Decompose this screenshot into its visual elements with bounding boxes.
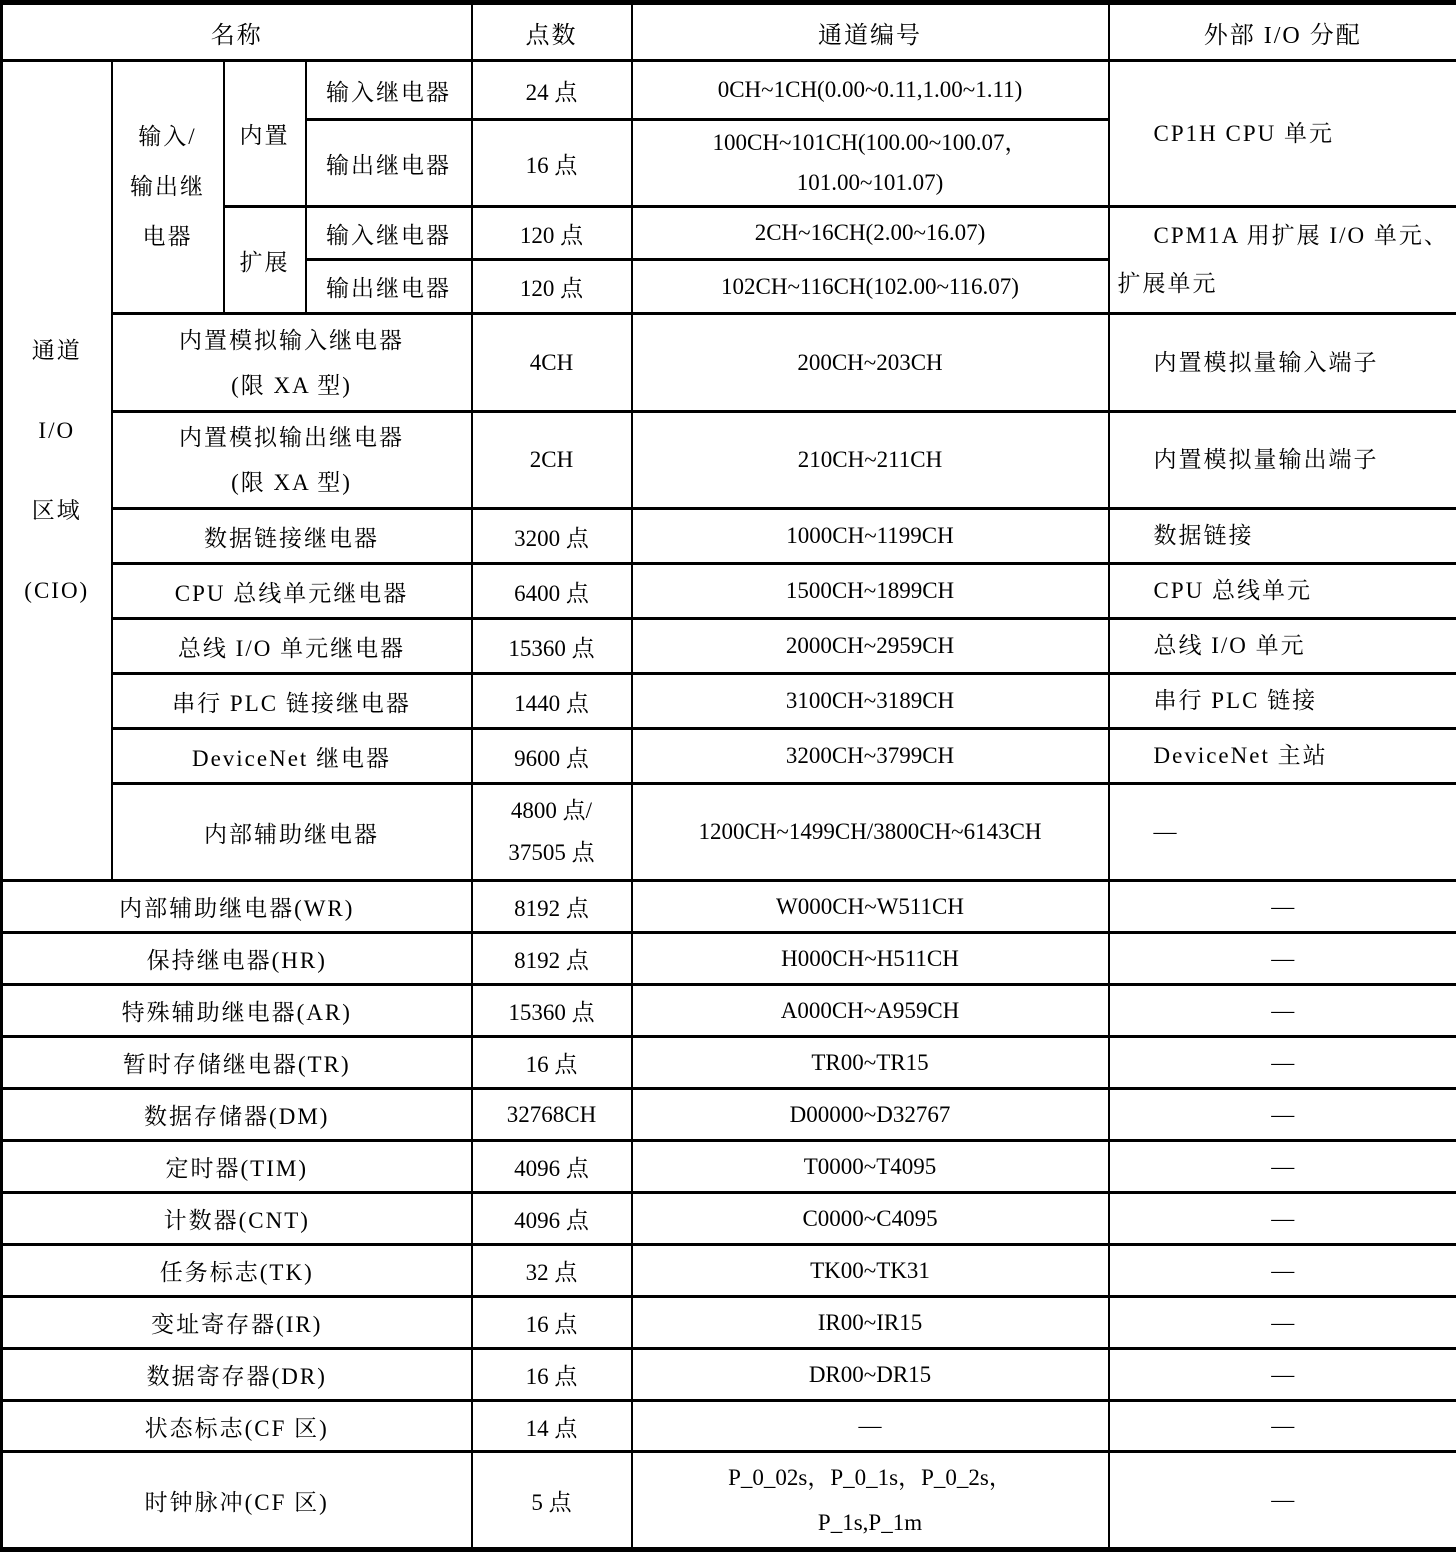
name-line: (限 XA 型) (117, 460, 467, 505)
row-cf-status (2, 1401, 1456, 1452)
name-cell: 定时器(TIM) (2, 1141, 472, 1193)
io-relay-group-line: 输入/ (117, 112, 219, 162)
channel-cell: 102CH~116CH(102.00~116.07) (632, 260, 1109, 314)
name-cell: 保持继电器(HR) (2, 933, 472, 985)
points-line: 37505 点 (477, 832, 627, 874)
io-cell: 内置模拟量输入端子 (1109, 314, 1456, 412)
row-ir (2, 1297, 1456, 1349)
row-dr (2, 1349, 1456, 1401)
points-cell: 2CH (472, 412, 632, 509)
points-cell: 120 点 (472, 207, 632, 260)
points-cell: 14 点 (472, 1401, 632, 1452)
name-cell: 暂时存储继电器(TR) (2, 1037, 472, 1089)
points-line: 4800 点/ (477, 790, 627, 832)
name-cell: 计数器(CNT) (2, 1193, 472, 1245)
row-tim (2, 1141, 1456, 1193)
row-analog-output (2, 412, 1456, 509)
row-cf-clock (2, 1452, 1456, 1550)
channel-cell: D00000~D32767 (632, 1089, 1109, 1141)
name-cell: 数据链接继电器 (112, 509, 472, 564)
row-builtin-input (2, 61, 1456, 120)
header-channels-cell: 通道编号 (632, 3, 1109, 61)
io-cell: — (1109, 1452, 1456, 1550)
channel-cell: 200CH~203CH (632, 314, 1109, 412)
row-serial-plc (2, 674, 1456, 729)
points-cell: 4096 点 (472, 1193, 632, 1245)
name-cell: 特殊辅助继电器(AR) (2, 985, 472, 1037)
channel-cell: TR00~TR15 (632, 1037, 1109, 1089)
channel-cell: DR00~DR15 (632, 1349, 1109, 1401)
channel-cell: 2CH~16CH(2.00~16.07) (632, 207, 1109, 260)
name-cell: 串行 PLC 链接继电器 (112, 674, 472, 729)
points-cell: 8192 点 (472, 881, 632, 933)
row-bus-io (2, 619, 1456, 674)
cio-area-line: 区域 (7, 471, 107, 551)
header-name-cell: 名称 (2, 3, 472, 61)
channel-cell: 0CH~1CH(0.00~0.11,1.00~1.11) (632, 61, 1109, 120)
name-cell: 内部辅助继电器 (112, 784, 472, 881)
name-cell: 输出继电器 (306, 260, 472, 314)
name-cell: 状态标志(CF 区) (2, 1401, 472, 1452)
io-cell: — (1109, 1037, 1456, 1089)
name-cell (112, 412, 472, 509)
io-cell: — (1109, 1297, 1456, 1349)
io-cell: — (1109, 784, 1456, 881)
channel-line: P_0_02s，P_0_1s，P_0_2s， (637, 1455, 1104, 1500)
points-cell: 15360 点 (472, 619, 632, 674)
io-cell: 总线 I/O 单元 (1109, 619, 1456, 674)
io-cell: — (1109, 1089, 1456, 1141)
io-cell: — (1109, 1193, 1456, 1245)
points-cell: 24 点 (472, 61, 632, 120)
points-cell: 1440 点 (472, 674, 632, 729)
row-hr (2, 933, 1456, 985)
points-cell: 16 点 (472, 1297, 632, 1349)
name-cell: 输入继电器 (306, 61, 472, 120)
io-cell: — (1109, 1401, 1456, 1452)
channel-cell: IR00~IR15 (632, 1297, 1109, 1349)
channel-cell: 1000CH~1199CH (632, 509, 1109, 564)
points-cell: 4096 点 (472, 1141, 632, 1193)
name-cell (112, 314, 472, 412)
name-line: 内置模拟输出继电器 (117, 415, 467, 460)
builtin-label-cell: 内置 (224, 61, 306, 207)
points-cell: 6400 点 (472, 564, 632, 619)
channel-cell: A000CH~A959CH (632, 985, 1109, 1037)
channel-line: 101.00~101.07) (637, 163, 1104, 203)
name-line: 内置模拟输入继电器 (117, 318, 467, 363)
row-tk (2, 1245, 1456, 1297)
io-cell: 数据链接 (1109, 509, 1456, 564)
channel-cell: 1200CH~1499CH/3800CH~6143CH (632, 784, 1109, 881)
name-cell: 数据存储器(DM) (2, 1089, 472, 1141)
row-dm (2, 1089, 1456, 1141)
points-cell: 16 点 (472, 120, 632, 207)
channel-cell: 3200CH~3799CH (632, 729, 1109, 784)
channel-cell (632, 120, 1109, 207)
row-analog-input (2, 314, 1456, 412)
io-cell: — (1109, 881, 1456, 933)
name-cell: 时钟脉冲(CF 区) (2, 1452, 472, 1550)
channel-line: 100CH~101CH(100.00~100.07， (637, 123, 1104, 163)
io-cell: CPM1A 用扩展 I/O 单元、扩展单元 (1109, 207, 1456, 314)
channel-cell: TK00~TK31 (632, 1245, 1109, 1297)
name-cell: 内部辅助继电器(WR) (2, 881, 472, 933)
name-cell: 输出继电器 (306, 120, 472, 207)
points-cell: 4CH (472, 314, 632, 412)
points-cell: 32 点 (472, 1245, 632, 1297)
row-internal-aux-cio (2, 784, 1456, 881)
io-relay-group-cell (112, 61, 224, 314)
channel-cell: 2000CH~2959CH (632, 619, 1109, 674)
io-cell: 串行 PLC 链接 (1109, 674, 1456, 729)
name-cell: CPU 总线单元继电器 (112, 564, 472, 619)
row-cpu-bus (2, 564, 1456, 619)
header-row (2, 3, 1456, 61)
points-cell: 16 点 (472, 1349, 632, 1401)
io-cell: CP1H CPU 单元 (1109, 61, 1456, 207)
io-cell: — (1109, 985, 1456, 1037)
io-cell: — (1109, 1349, 1456, 1401)
cio-area-line: (CIO) (7, 551, 107, 631)
name-cell: 数据寄存器(DR) (2, 1349, 472, 1401)
io-cell: CPU 总线单元 (1109, 564, 1456, 619)
row-devicenet (2, 729, 1456, 784)
io-relay-group-line: 输出继 (117, 162, 219, 212)
cio-area-cell (2, 61, 112, 881)
name-cell: DeviceNet 继电器 (112, 729, 472, 784)
header-io-cell: 外部 I/O 分配 (1109, 3, 1456, 61)
channel-cell: H000CH~H511CH (632, 933, 1109, 985)
channel-cell: W000CH~W511CH (632, 881, 1109, 933)
io-cell: — (1109, 933, 1456, 985)
row-ar (2, 985, 1456, 1037)
channel-cell: 1500CH~1899CH (632, 564, 1109, 619)
channel-line: P_1s,P_1m (637, 1500, 1104, 1545)
points-cell: 9600 点 (472, 729, 632, 784)
points-cell: 3200 点 (472, 509, 632, 564)
cio-area-line: 通道 (7, 311, 107, 391)
row-wr (2, 881, 1456, 933)
points-cell (472, 784, 632, 881)
row-data-link (2, 509, 1456, 564)
channel-cell: T0000~T4095 (632, 1141, 1109, 1193)
name-line: (限 XA 型) (117, 363, 467, 408)
io-cell: — (1109, 1141, 1456, 1193)
cio-area-line: I/O (7, 391, 107, 471)
row-tr (2, 1037, 1456, 1089)
name-cell: 变址寄存器(IR) (2, 1297, 472, 1349)
io-cell: — (1109, 1245, 1456, 1297)
io-relay-group-line: 电器 (117, 212, 219, 262)
points-cell: 32768CH (472, 1089, 632, 1141)
points-cell: 15360 点 (472, 985, 632, 1037)
points-cell: 120 点 (472, 260, 632, 314)
io-cell: DeviceNet 主站 (1109, 729, 1456, 784)
points-cell: 8192 点 (472, 933, 632, 985)
header-points-cell: 点数 (472, 3, 632, 61)
expansion-label-cell: 扩展 (224, 207, 306, 314)
channel-cell: 210CH~211CH (632, 412, 1109, 509)
channel-cell: — (632, 1401, 1109, 1452)
row-cnt (2, 1193, 1456, 1245)
name-cell: 输入继电器 (306, 207, 472, 260)
name-cell: 任务标志(TK) (2, 1245, 472, 1297)
points-cell: 5 点 (472, 1452, 632, 1550)
points-cell: 16 点 (472, 1037, 632, 1089)
channel-cell (632, 1452, 1109, 1550)
io-cell: 内置模拟量输出端子 (1109, 412, 1456, 509)
name-cell: 总线 I/O 单元继电器 (112, 619, 472, 674)
channel-cell: 3100CH~3189CH (632, 674, 1109, 729)
channel-cell: C0000~C4095 (632, 1193, 1109, 1245)
